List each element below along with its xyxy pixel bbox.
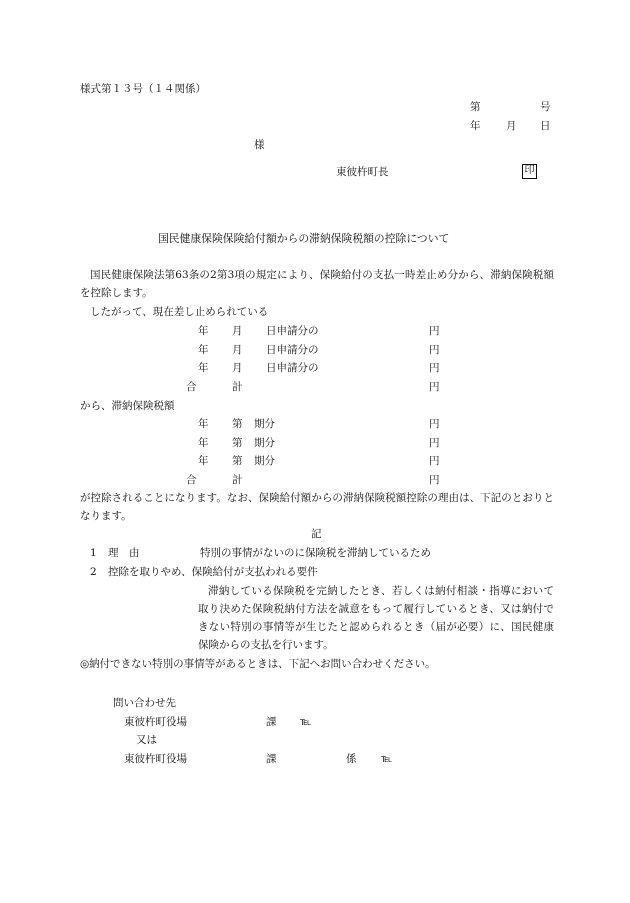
withheld-year: 年 — [198, 362, 209, 374]
form-number: 様式第１３号（１４関係） — [80, 83, 206, 95]
contact-office-2: 東彼杵町役場 — [124, 753, 187, 765]
from-arrears-line: から、滞納保険税額 — [80, 400, 175, 412]
item2-body — [198, 582, 554, 654]
withheld-year: 年 — [198, 325, 209, 337]
contact-tel-1: ℡ — [300, 716, 312, 728]
contact-or: 又は — [136, 734, 157, 746]
conclusion-paragraph: が控除されることになります。なお、保険給付額からの滞納保険税額控除の理由は、下記のとおりとなります。 — [80, 492, 554, 522]
withheld-total-unit: 円 — [429, 381, 440, 393]
contact-kakari: 係 — [346, 753, 357, 765]
withheld-desc: 日申請分の — [266, 362, 319, 374]
arrears-total-label-b: 計 — [232, 474, 243, 486]
contact-heading: 問い合わせ先 — [113, 697, 176, 709]
date-day: 日 — [540, 120, 551, 132]
withheld-year: 年 — [198, 344, 209, 356]
item1-text: 特別の事情がないのに保険税を滞納しているため — [200, 547, 431, 559]
item1-number: 1 — [90, 547, 97, 559]
arrears-dai: 第 — [232, 455, 243, 467]
therefore-line: したがって、現在差し止められている — [90, 306, 269, 318]
item2-body-text: 滞納している保険税を完納したとき、若しくは納付相談・指導において取り決めた保険税納付方法を誠意をもって履行しているとき、又は納付できない特別の事情等が生じたと認められるとき（届が必要）に、国民健康保険からの支払を行います。 — [198, 585, 554, 651]
withheld-total-label-a: 合 — [186, 381, 197, 393]
arrears-year: 年 — [198, 455, 209, 467]
date-month: 月 — [506, 120, 517, 132]
contact-ka-1: 課 — [266, 716, 277, 728]
arrears-total-unit: 円 — [429, 474, 440, 486]
withheld-unit: 円 — [429, 344, 440, 356]
withheld-month: 月 — [232, 344, 243, 356]
arrears-unit: 円 — [429, 455, 440, 467]
arrears-period: 期分 — [254, 418, 275, 430]
item2-number: 2 — [90, 566, 97, 578]
contact-ka-2: 課 — [266, 753, 277, 765]
withheld-unit: 円 — [429, 362, 440, 374]
intro-paragraph: 国民健康保険法第63条の2第3項の規定により、保険給付の支払一時差止め分から、滞納保険税額を控除します。 — [80, 269, 554, 299]
sender-name: 東彼杵町長 — [336, 166, 389, 178]
withheld-total-label-b: 計 — [232, 381, 243, 393]
arrears-unit: 円 — [429, 437, 440, 449]
arrears-unit: 円 — [429, 418, 440, 430]
note-line: ◎納付できない特別の事情等があるときは、下記へお問い合わせください。 — [80, 658, 436, 670]
arrears-period: 期分 — [254, 455, 275, 467]
addressee-honorific: 様 — [254, 139, 265, 151]
ki-heading: 記 — [311, 528, 322, 540]
item1-label: 理 由 — [108, 547, 140, 559]
withheld-desc: 日申請分の — [266, 325, 319, 337]
withheld-month: 月 — [232, 325, 243, 337]
withheld-month: 月 — [232, 362, 243, 374]
withheld-desc: 日申請分の — [266, 344, 319, 356]
arrears-year: 年 — [198, 418, 209, 430]
withheld-unit: 円 — [429, 325, 440, 337]
seal-mark: 印 — [522, 164, 537, 179]
contact-tel-2: ℡ — [381, 753, 393, 765]
arrears-period: 期分 — [254, 437, 275, 449]
arrears-dai: 第 — [232, 437, 243, 449]
arrears-year: 年 — [198, 437, 209, 449]
doc-number-prefix: 第 — [470, 101, 481, 113]
arrears-total-label-a: 合 — [186, 474, 197, 486]
doc-number-suffix: 号 — [540, 101, 551, 113]
item2-label: 控除を取りやめ、保険給付が支払われる要件 — [108, 566, 318, 578]
document-title: 国民健康保険保険給付額からの滞納保険税額の控除について — [158, 232, 450, 245]
date-year: 年 — [470, 120, 481, 132]
contact-office-1: 東彼杵町役場 — [124, 716, 187, 728]
arrears-dai: 第 — [232, 418, 243, 430]
